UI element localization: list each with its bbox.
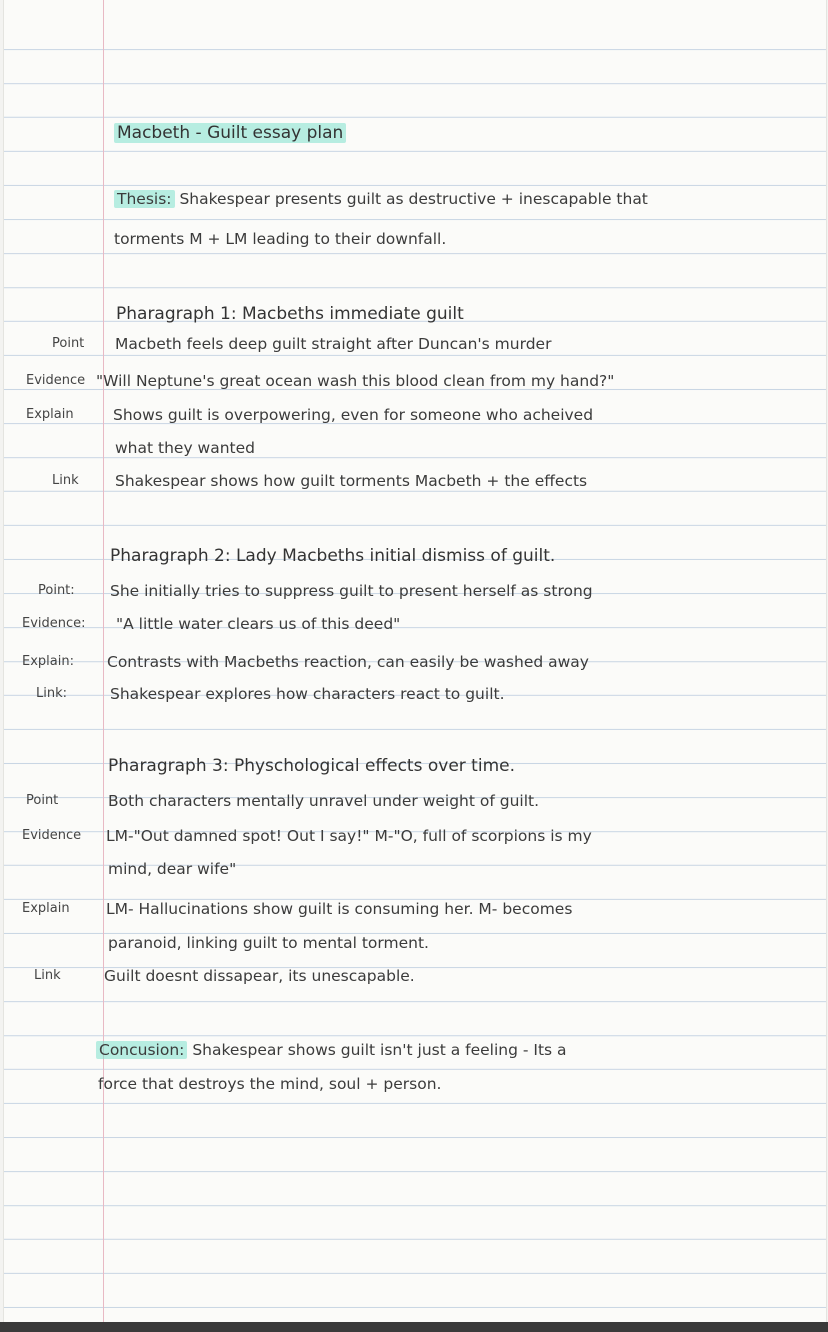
paragraph1-explain-2: what they wanted <box>115 439 255 457</box>
paragraph2-point: She initially tries to suppress guilt to present herself as strong <box>110 582 593 600</box>
conclusion-label: Concusion: <box>96 1041 187 1059</box>
bottom-edge <box>0 1322 828 1332</box>
conclusion-line-1 <box>96 1039 567 1061</box>
paragraph3-evidence-2: mind, dear wife" <box>108 860 237 878</box>
paragraph2-link-label: Link: <box>36 686 68 701</box>
paragraph2-heading: Pharagraph 2: Lady Macbeths initial dismiss of guilt. <box>110 546 556 566</box>
paragraph3-heading: Pharagraph 3: Physchological effects over time. <box>108 756 515 776</box>
title-highlight: Macbeth - Guilt essay plan <box>114 123 346 143</box>
paragraph1-heading: Pharagraph 1: Macbeths immediate guilt <box>116 304 464 324</box>
paragraph3-explain-label: Explain <box>22 901 70 916</box>
paragraph3-link-label: Link <box>34 968 61 983</box>
thesis-text-2: torments M + LM leading to their downfall. <box>114 230 447 248</box>
paragraph3-explain-2: paranoid, linking guilt to mental torment. <box>108 934 429 952</box>
paragraph2-link: Shakespear explores how characters react to guilt. <box>110 685 505 703</box>
paragraph3-point: Both characters mentally unravel under weight of guilt. <box>108 792 540 810</box>
paragraph3-link: Guilt doesnt dissapear, its unescapable. <box>104 967 415 985</box>
thesis-line-1 <box>114 188 648 210</box>
paragraph1-point-label: Point <box>52 336 85 351</box>
paragraph3-point-label: Point <box>26 793 59 808</box>
paragraph2-evidence-label: Evidence: <box>22 616 86 631</box>
conclusion-text-1: Shakespear shows guilt isn't just a feeling - Its a <box>192 1041 567 1059</box>
notebook-page <box>4 0 826 1322</box>
paragraph1-link: Shakespear shows how guilt torments Macbeth + the effects <box>115 472 588 490</box>
paragraph1-evidence-label: Evidence <box>26 373 86 388</box>
paragraph3-evidence-label: Evidence <box>22 828 82 843</box>
title <box>114 122 346 144</box>
paragraph1-explain-1: Shows guilt is overpowering, even for someone who acheived <box>113 406 594 424</box>
paragraph2-evidence: "A little water clears us of this deed" <box>116 615 401 633</box>
conclusion-text-2: force that destroys the mind, soul + person. <box>98 1075 442 1093</box>
paragraph3-explain-1: LM- Hallucinations show guilt is consuming her. M- becomes <box>106 900 573 918</box>
paragraph2-explain: Contrasts with Macbeths reaction, can easily be washed away <box>107 653 589 671</box>
paragraph2-point-label: Point: <box>38 583 75 598</box>
thesis-text-1: Shakespear presents guilt as destructive + inescapable that <box>179 190 648 208</box>
paragraph1-explain-label: Explain <box>26 407 74 422</box>
thesis-label: Thesis: <box>114 190 175 208</box>
paragraph1-link-label: Link <box>52 473 79 488</box>
margin-line <box>103 0 104 1322</box>
paragraph2-explain-label: Explain: <box>22 654 74 669</box>
paragraph1-evidence: "Will Neptune's great ocean wash this blood clean from my hand?" <box>96 372 615 390</box>
paragraph3-evidence-1: LM-"Out damned spot! Out I say!" M-"O, full of scorpions is my <box>106 827 592 845</box>
paragraph1-point: Macbeth feels deep guilt straight after Duncan's murder <box>115 335 552 353</box>
